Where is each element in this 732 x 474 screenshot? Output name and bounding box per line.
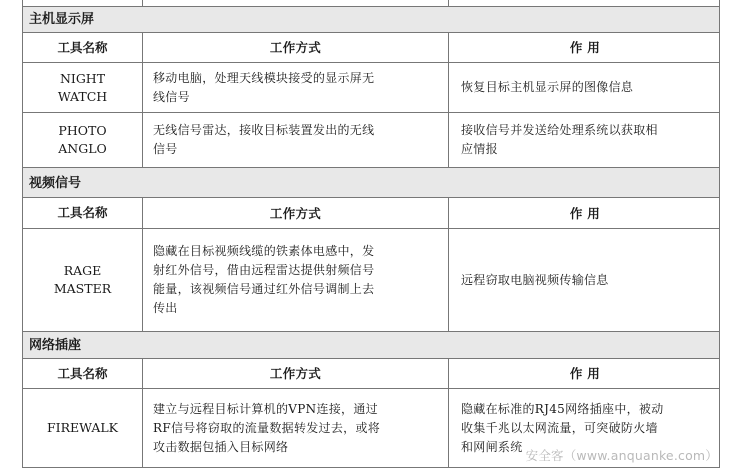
column-header-row	[22, 33, 720, 63]
section-title: 主机显示屏	[29, 12, 95, 27]
section-title: 网络插座	[29, 338, 82, 353]
column-header-function: 作 用	[569, 366, 601, 381]
tool-name-cell: FIREWALK	[23, 389, 143, 467]
working-mode-cell: 移动电脑，处理天线模块接受的显示屏无 线信号	[143, 63, 449, 112]
table-row	[22, 229, 720, 332]
table-row	[22, 63, 720, 113]
section-header-display	[22, 7, 720, 33]
column-header-row	[22, 198, 720, 229]
column-header-function: 作 用	[569, 40, 601, 55]
section-header-network	[22, 332, 720, 359]
column-header-mode: 工作方式	[143, 33, 449, 62]
column-header-tool: 工具名称	[23, 33, 143, 62]
watermark: 安全客（www.anquanke.com）	[525, 448, 718, 463]
column-header-mode: 工作方式	[143, 359, 449, 388]
working-mode-cell: 隐藏在目标视频线缆的铁素体电感中，发 射红外信号，借由远程雷达提供射频信号 能量，该视频信号通过红外信号调制上去 传出	[143, 229, 449, 331]
function-cell: 恢复目标主机显示屏的图像信息	[461, 80, 634, 94]
function-cell: 接收信号并发送给处理系统以获取相 应情报	[461, 123, 658, 156]
working-mode-cell: 无线信号雷达，接收目标装置发出的无线 信号	[143, 113, 449, 167]
function-cell: 远程窃取电脑视频传输信息	[461, 272, 609, 287]
column-header-mode: 工作方式	[143, 198, 449, 228]
column-header-row	[22, 359, 720, 389]
tool-name-cell: PHOTO ANGLO	[23, 113, 143, 167]
tool-name-cell: NIGHT WATCH	[23, 63, 143, 112]
table-row	[22, 113, 720, 168]
column-header-function: 作 用	[569, 205, 601, 221]
section-header-video	[22, 168, 720, 198]
column-header-tool: 工具名称	[23, 198, 143, 228]
function-cell: 隐藏在标准的RJ45网络插座中，被动 收集千兆以太网流量，可突破防火墙 和网闸系统	[461, 401, 664, 454]
tool-name-cell: RAGE MASTER	[23, 229, 143, 331]
section-title: 视频信号	[29, 176, 82, 191]
column-header-tool: 工具名称	[23, 359, 143, 388]
working-mode-cell: 建立与远程目标计算机的VPN连接，通过 RF信号将窃取的流量数据转发过去，或将 攻击数据包插入目标网络	[143, 389, 449, 467]
table-top-fragment	[22, 0, 720, 7]
